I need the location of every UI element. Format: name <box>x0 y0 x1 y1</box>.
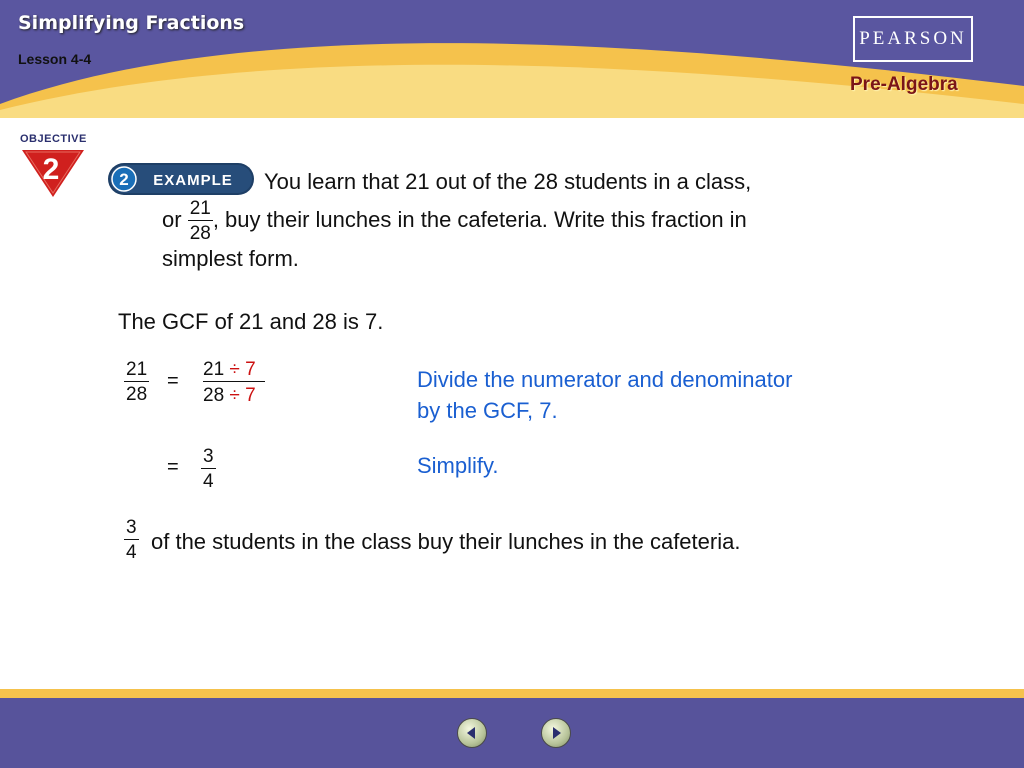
conclusion-numerator: 3 <box>126 517 137 538</box>
step2-fraction <box>201 447 216 491</box>
gcf-statement: The GCF of 21 and 28 is 7. <box>118 309 384 334</box>
step1-note-line-2: by the GCF, 7. <box>417 398 558 423</box>
step2-denominator: 4 <box>203 471 214 492</box>
step1-divisor-bottom: 7 <box>245 385 256 406</box>
objective-triangle-icon <box>20 147 86 199</box>
fraction-denominator: 28 <box>189 223 211 244</box>
example-label: EXAMPLE <box>153 172 233 189</box>
problem-line-2 <box>162 199 747 243</box>
problem-line-3: simplest form. <box>162 246 299 271</box>
previous-slide-button[interactable] <box>457 718 487 748</box>
step1-numerator: 21 <box>203 359 225 380</box>
problem-line-1: You learn that 21 out of the 28 students in a class, <box>264 169 752 194</box>
step2-note: Simplify. <box>417 453 499 478</box>
footer-accent-line <box>0 689 1024 698</box>
step1-denominator-row <box>203 382 265 405</box>
step2-equals: = <box>167 456 179 478</box>
step1-lhs-numerator: 21 <box>126 359 148 380</box>
course-title: Pre-Algebra <box>850 74 958 95</box>
fraction-numerator: 21 <box>189 198 211 219</box>
slide-footer <box>0 698 1024 768</box>
objective-badge <box>20 133 92 199</box>
step1-equals: = <box>167 370 179 392</box>
step1-note-line-1: Divide the numerator and denominator <box>417 367 793 392</box>
step1-numerator-row <box>203 360 265 382</box>
lesson-number: Lesson 4-4 <box>18 51 92 67</box>
left-arrow-icon <box>458 719 486 747</box>
pearson-logo: PEARSON <box>853 16 973 62</box>
conclusion-denominator: 4 <box>126 542 137 563</box>
header-title: Simplifying Fractions <box>18 12 245 34</box>
slide-header <box>0 0 1024 118</box>
step2-numerator: 3 <box>203 446 214 467</box>
objective-number: 2 <box>42 153 60 186</box>
next-slide-button[interactable] <box>541 718 571 748</box>
step1-divide-sign: ÷ <box>229 359 240 380</box>
example-badge <box>107 161 257 202</box>
step1-lhs-fraction <box>124 360 149 404</box>
conclusion-text: of the students in the class buy their lunches in the cafeteria. <box>151 529 741 554</box>
problem-fraction <box>188 199 213 243</box>
step1-denominator: 28 <box>203 385 225 406</box>
step1-divisor-top: 7 <box>245 359 256 380</box>
problem-or: or <box>162 206 182 232</box>
right-arrow-icon <box>542 719 570 747</box>
step1-divide-sign-bottom: ÷ <box>229 385 240 406</box>
objective-label: OBJECTIVE <box>20 133 87 145</box>
example-number: 2 <box>119 170 129 189</box>
conclusion-fraction <box>124 518 139 562</box>
step1-rhs-fraction <box>203 360 265 405</box>
problem-line-2-text: , buy their lunches in the cafeteria. Write this fraction in <box>212 206 747 232</box>
step1-lhs-denominator: 28 <box>126 384 148 405</box>
